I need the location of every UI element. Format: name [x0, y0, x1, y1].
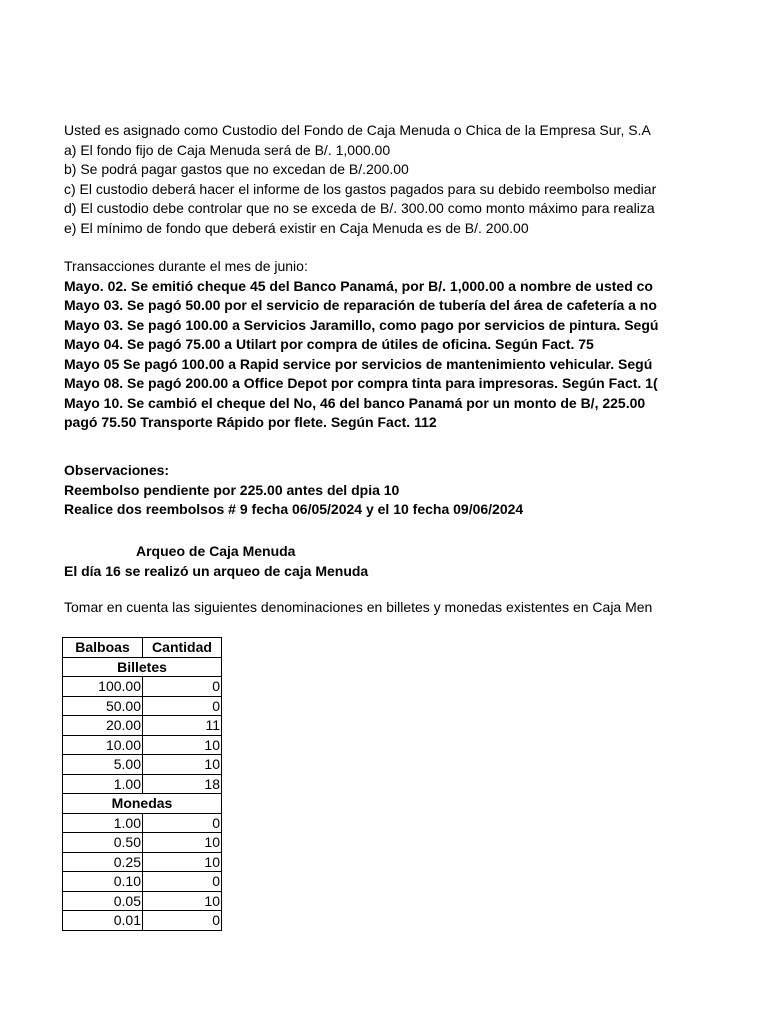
transactions-title: Transacciones durante el mes de junio:: [64, 258, 308, 274]
quantity-cell: 11: [143, 716, 222, 736]
table-row: [63, 735, 222, 755]
billetes-section-row: [63, 657, 222, 677]
header-cantidad: Cantidad: [143, 638, 222, 658]
quantity-cell: 10: [143, 755, 222, 775]
observation-line: Realice dos reembolsos # 9 fecha 06/05/2024 y el 10 fecha 09/06/2024: [64, 501, 524, 517]
intro-item: e) El mínimo de fondo que deberá existir en Caja Menuda es de B/. 200.00: [64, 219, 529, 236]
observations-title: Observaciones:: [64, 462, 170, 478]
quantity-cell: 0: [143, 911, 222, 931]
denomination-cell: 0.01: [63, 911, 143, 931]
quantity-cell: 10: [143, 833, 222, 853]
table-row: [63, 716, 222, 736]
denomination-cell: 0.10: [63, 872, 143, 892]
quantity-cell: 0: [143, 872, 222, 892]
denomination-cell: 10.00: [63, 735, 143, 755]
denomination-cell: 50.00: [63, 696, 143, 716]
quantity-cell: 10: [143, 891, 222, 911]
quantity-cell: 0: [143, 677, 222, 697]
intro-item: d) El custodio debe controlar que no se exceda de B/. 300.00 como monto máximo para realiza: [64, 200, 655, 216]
denomination-cell: 0.25: [63, 852, 143, 872]
denomination-cell: 1.00: [63, 774, 143, 794]
table-row: [63, 872, 222, 892]
arqueo-subtitle: El día 16 se realizó un arqueo de caja Menuda: [64, 563, 369, 579]
quantity-cell: 18: [143, 774, 222, 794]
denomination-cell: 0.50: [63, 833, 143, 853]
table-row: [63, 852, 222, 872]
monedas-label: Monedas: [63, 794, 222, 814]
observations-section: [64, 461, 700, 520]
billetes-label: Billetes: [63, 657, 222, 677]
table-row: [63, 774, 222, 794]
observation-line: Reembolso pendiente por 225.00 antes del dpia 10: [64, 481, 400, 498]
denomination-cell: 100.00: [63, 677, 143, 697]
table-row: [63, 696, 222, 716]
denomination-cell: 0.05: [63, 891, 143, 911]
header-balboas: Balboas: [63, 638, 143, 658]
intro-item: c) El custodio deberá hacer el informe de los gastos pagados para su debido reembolso mediar: [64, 180, 657, 197]
transaction-line: pagó 75.50 Transporte Rápido por flete. Según Fact. 112: [64, 414, 437, 430]
intro-section: [64, 121, 700, 238]
monedas-section-row: [63, 794, 222, 814]
denominations-table: [62, 637, 222, 931]
intro-heading: Usted es asignado como Custodio del Fondo de Caja Menuda o Chica de la Empresa Sur, S.A: [64, 122, 651, 138]
transactions-section: [64, 257, 700, 433]
table-header-row: [63, 638, 222, 658]
table-row: [63, 755, 222, 775]
arqueo-instruction: Tomar en cuenta las siguientes denominaciones en billetes y monedas existentes en Caja Men: [64, 599, 653, 615]
table-row: [63, 677, 222, 697]
intro-item: a) El fondo fijo de Caja Menuda será de B/. 1,000.00: [64, 141, 391, 158]
transaction-line: Mayo 08. Se pagó 200.00 a Office Depot por compra tinta para impresoras. Según Fact. 1(: [64, 375, 658, 391]
table-row: [63, 813, 222, 833]
transaction-line: Mayo 05 Se pagó 100.00 a Rapid service por servicios de mantenimiento vehicular. Segú: [64, 355, 653, 372]
denomination-cell: 1.00: [63, 813, 143, 833]
transaction-line: Mayo. 02. Se emitió cheque 45 del Banco Panamá, por B/. 1,000.00 a nombre de usted co: [64, 277, 653, 294]
quantity-cell: 0: [143, 813, 222, 833]
table-row: [63, 911, 222, 931]
quantity-cell: 10: [143, 735, 222, 755]
quantity-cell: 10: [143, 852, 222, 872]
table-row: [63, 833, 222, 853]
quantity-cell: 0: [143, 696, 222, 716]
transaction-line: Mayo 04. Se pagó 75.00 a Utilart por compra de útiles de oficina. Según Fact. 75: [64, 336, 594, 352]
table-row: [63, 891, 222, 911]
transaction-line: Mayo 03. Se pagó 50.00 por el servicio de reparación de tubería del área de cafetería a no: [64, 297, 657, 313]
transaction-line: Mayo 10. Se cambió el cheque del No, 46 del banco Panamá por un monto de B/, 225.00: [64, 394, 646, 411]
intro-item: b) Se podrá pagar gastos que no excedan de B/.200.00: [64, 161, 409, 177]
denomination-cell: 20.00: [63, 716, 143, 736]
denomination-cell: 5.00: [63, 755, 143, 775]
arqueo-title: Arqueo de Caja Menuda: [136, 543, 296, 559]
transaction-line: Mayo 03. Se pagó 100.00 a Servicios Jaramillo, como pago por servicios de pintura. Segú: [64, 316, 659, 333]
